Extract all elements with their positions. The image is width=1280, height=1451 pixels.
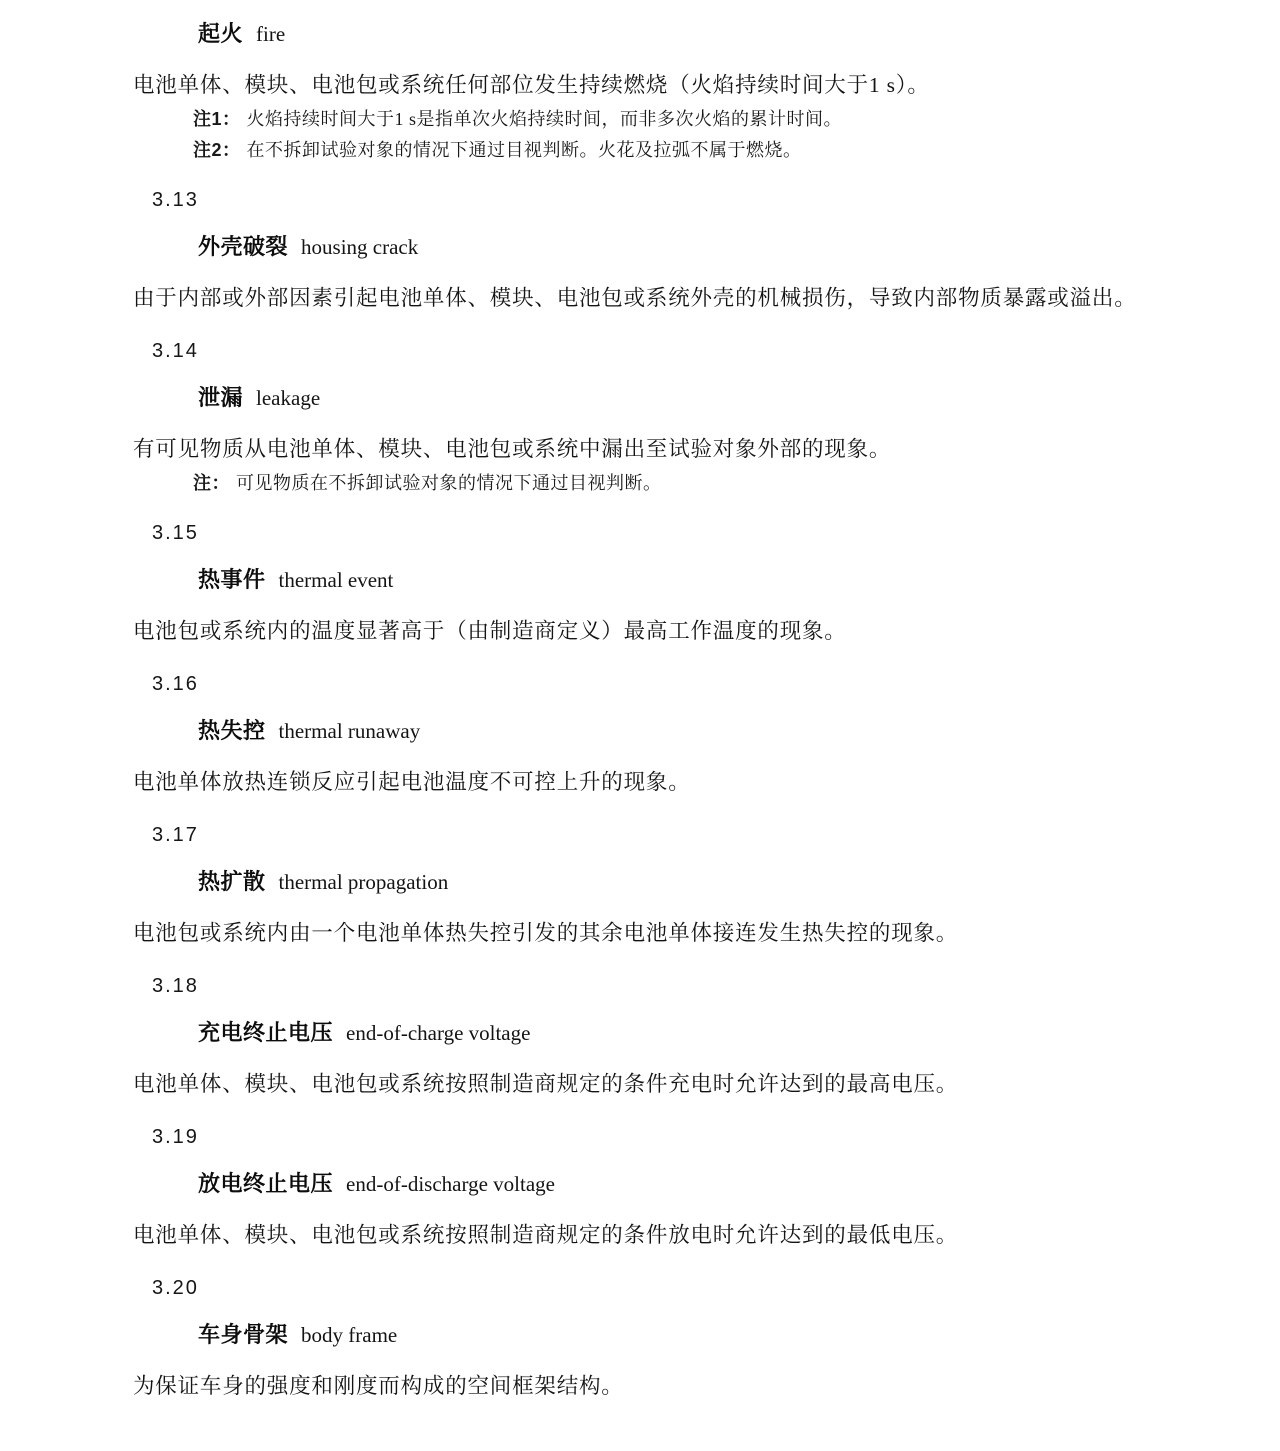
clause-number: 3.16: [152, 673, 199, 695]
clause-number: 3.19: [152, 1126, 199, 1148]
clause-number: 3.18: [152, 975, 199, 997]
term-heading: [198, 232, 1160, 262]
definition-section: [133, 971, 1160, 1103]
note-text: 可见物质在不拆卸试验对象的情况下通过目视判断。: [236, 473, 662, 493]
term-english: thermal runaway: [278, 719, 421, 743]
term-heading: [198, 1320, 1160, 1350]
note-label: 注1：: [193, 109, 241, 129]
clause-number: 3.14: [152, 340, 199, 362]
note-label: 注：: [193, 473, 230, 493]
definition-text: 电池单体、模块、电池包或系统任何部位发生持续燃烧（火焰持续时间大于1 s）。: [133, 73, 930, 97]
definition-text: 电池单体、模块、电池包或系统按照制造商规定的条件充电时允许达到的最高电压。: [133, 1072, 959, 1096]
term-english: thermal propagation: [278, 870, 449, 894]
clause-number: 3.15: [152, 522, 199, 544]
term-chinese: 外壳破裂: [198, 234, 289, 259]
definition-text: 电池包或系统内由一个电池单体热失控引发的其余电池单体接连发生热失控的现象。: [133, 921, 959, 945]
definition-section: [133, 185, 1160, 317]
term-english: body frame: [301, 1323, 398, 1347]
definition-section: [133, 19, 1160, 166]
term-english: fire: [256, 22, 286, 46]
clause-number: 3.17: [152, 824, 199, 846]
term-chinese: 起火: [198, 21, 244, 46]
definition-section: [133, 1122, 1160, 1254]
term-heading: [198, 565, 1160, 595]
term-english: thermal event: [278, 568, 394, 592]
definition-section: [133, 820, 1160, 952]
note-line: [193, 135, 1160, 166]
term-english: end-of-charge voltage: [346, 1021, 531, 1045]
term-heading: [198, 867, 1160, 897]
clause-number: 3.20: [152, 1277, 199, 1299]
term-english: end-of-discharge voltage: [346, 1172, 555, 1196]
term-chinese: 热事件: [198, 567, 266, 592]
definition-text: 为保证车身的强度和刚度而构成的空间框架结构。: [133, 1374, 624, 1398]
note-text: 在不拆卸试验对象的情况下通过目视判断。火花及拉弧不属于燃烧。: [246, 140, 802, 160]
definition-text: 由于内部或外部因素引起电池单体、模块、电池包或系统外壳的机械损伤，导致内部物质暴露或溢出。: [133, 286, 1137, 310]
definition-text: 电池单体放热连锁反应引起电池温度不可控上升的现象。: [133, 770, 691, 794]
definition-section: [133, 336, 1160, 499]
term-heading: [198, 19, 1160, 49]
definition-section: [133, 1273, 1160, 1405]
clause-number: 3.13: [152, 189, 199, 211]
note-text: 火焰持续时间大于1 s是指单次火焰持续时间，而非多次火焰的累计时间。: [246, 109, 843, 129]
term-heading: [198, 383, 1160, 413]
term-heading: [198, 716, 1160, 746]
term-english: leakage: [256, 386, 321, 410]
term-chinese: 热失控: [198, 718, 266, 743]
term-chinese: 放电终止电压: [198, 1171, 334, 1196]
definition-text: 有可见物质从电池单体、模块、电池包或系统中漏出至试验对象外部的现象。: [133, 437, 892, 461]
term-heading: [198, 1169, 1160, 1199]
term-english: housing crack: [301, 235, 419, 259]
note-label: 注2：: [193, 140, 241, 160]
definition-section: [133, 518, 1160, 650]
document-page: [133, 0, 1160, 1405]
note-line: [193, 468, 1160, 499]
term-chinese: 充电终止电压: [198, 1020, 334, 1045]
note-line: [193, 104, 1160, 135]
term-chinese: 车身骨架: [198, 1322, 289, 1347]
term-chinese: 热扩散: [198, 869, 266, 894]
definition-text: 电池包或系统内的温度显著高于（由制造商定义）最高工作温度的现象。: [133, 619, 847, 643]
term-heading: [198, 1018, 1160, 1048]
definition-section: [133, 669, 1160, 801]
term-chinese: 泄漏: [198, 385, 244, 410]
definition-text: 电池单体、模块、电池包或系统按照制造商规定的条件放电时允许达到的最低电压。: [133, 1223, 959, 1247]
